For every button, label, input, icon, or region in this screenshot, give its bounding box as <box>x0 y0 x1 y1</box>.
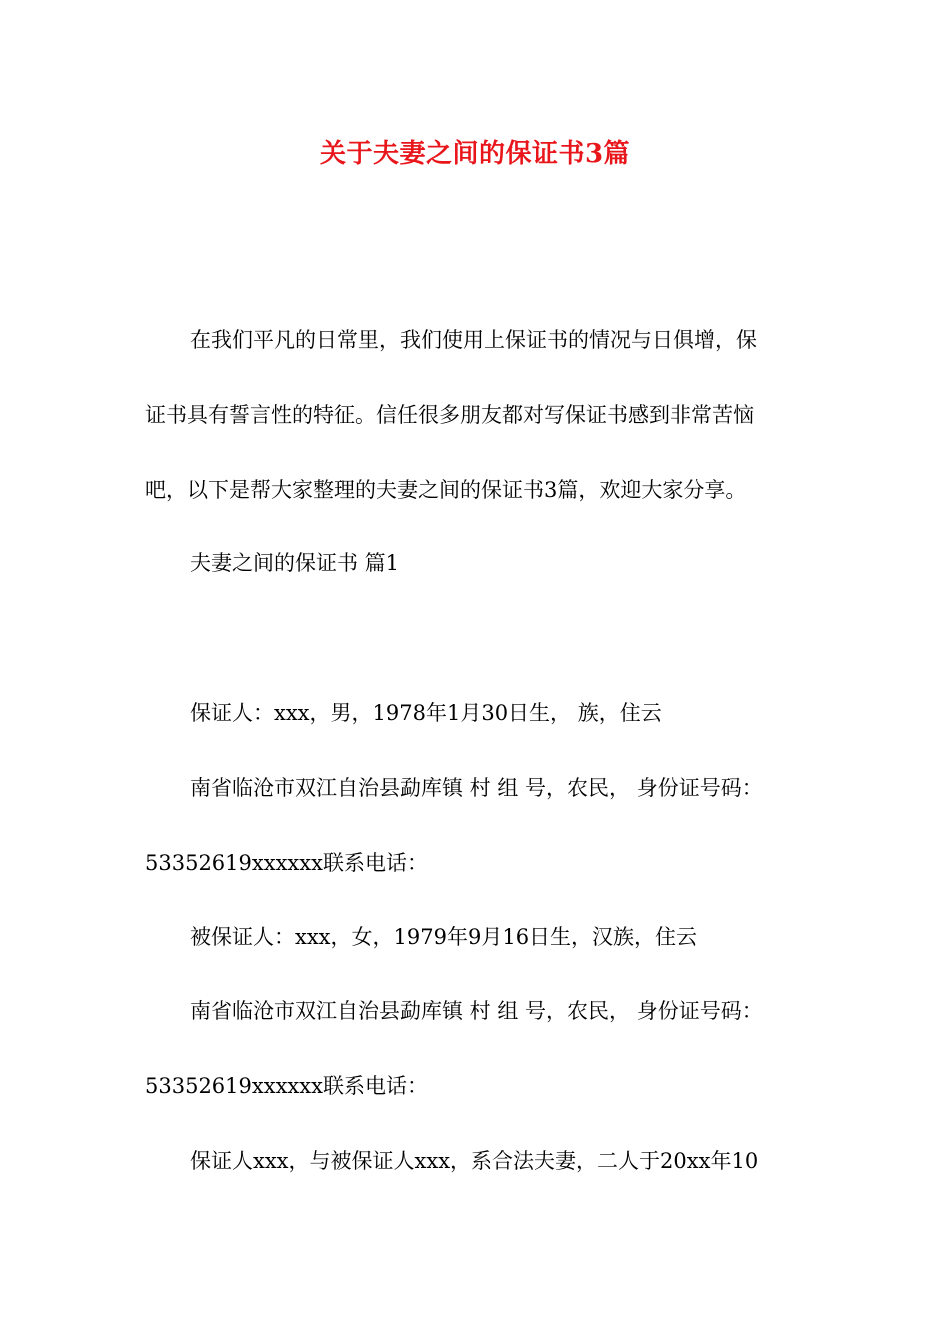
paragraph-line: 南省临沧市双江自治县勐库镇 村 组 号，农民， 身份证号码： <box>190 999 763 1023</box>
paragraph-line: 保证人xxx，与被保证人xxx，系合法夫妻，二人于20xx年10 <box>190 1149 759 1173</box>
paragraph-line: 吧，以下是帮大家整理的夫妻之间的保证书3篇，欢迎大家分享。 <box>145 478 747 502</box>
section-heading: 夫妻之间的保证书 篇1 <box>190 551 400 575</box>
paragraph-line: 53352619xxxxxx联系电话： <box>145 1074 428 1098</box>
paragraph-line: 在我们平凡的日常里，我们使用上保证书的情况与日俱增，保 <box>190 328 757 352</box>
paragraph-line: 保证人：xxx，男，1978年1月30日生， 族，住云 <box>190 701 662 725</box>
paragraph-line: 南省临沧市双江自治县勐库镇 村 组 号，农民， 身份证号码： <box>190 776 763 800</box>
paragraph-line: 53352619xxxxxx联系电话： <box>145 851 428 875</box>
document-title: 关于夫妻之间的保证书3篇 <box>319 139 631 169</box>
paragraph-line: 证书具有誓言性的特征。信任很多朋友都对写保证书感到非常苦恼 <box>145 403 754 427</box>
paragraph-line: 被保证人：xxx，女，1979年9月16日生，汉族，住云 <box>190 925 698 949</box>
